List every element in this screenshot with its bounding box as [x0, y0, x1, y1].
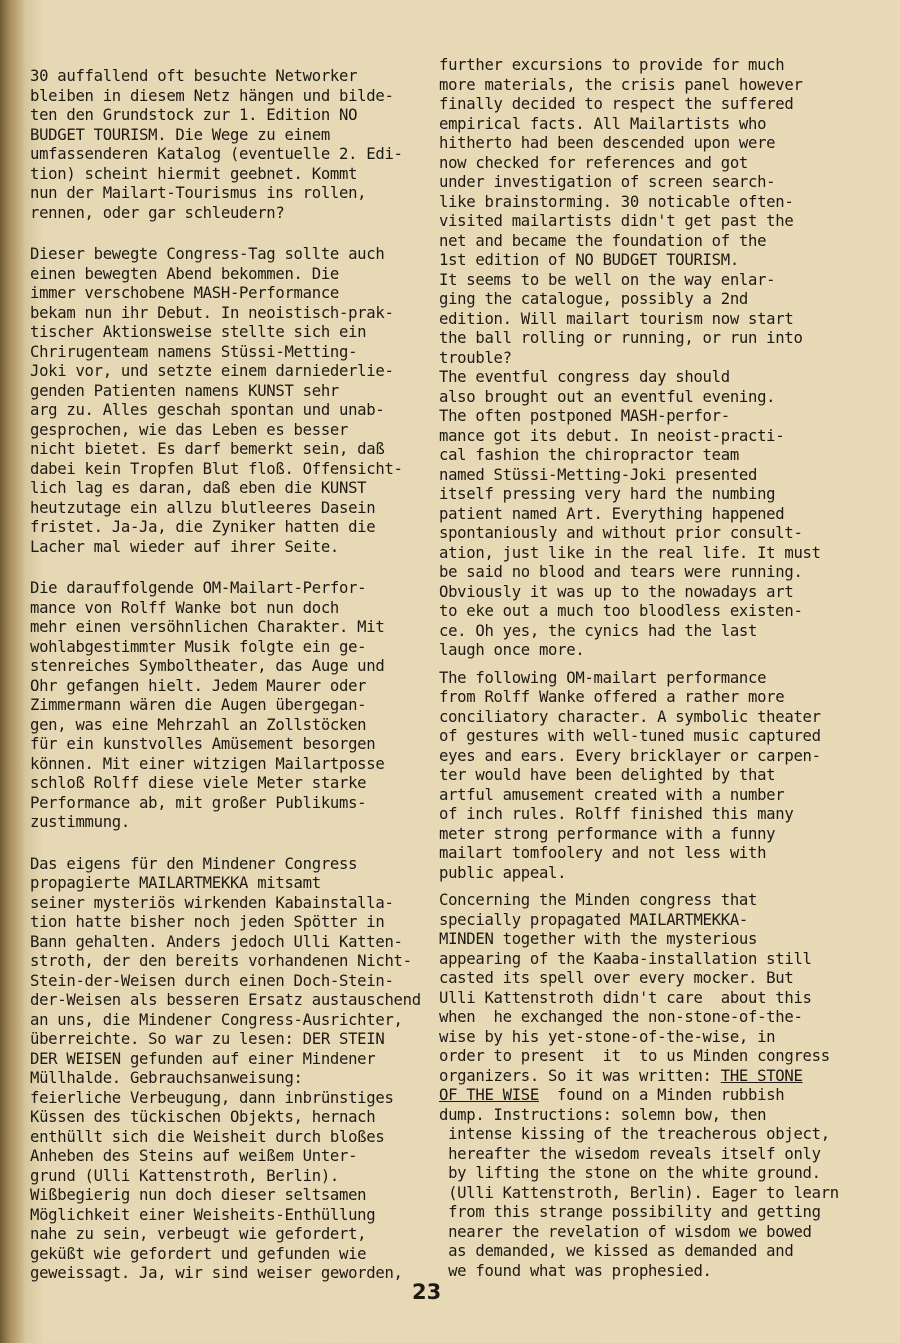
text-line: bleiben in diesem Netz hängen und bilde-: [30, 86, 394, 105]
text-line: ter would have been delighted by that: [439, 766, 776, 784]
text-line: stroth, der den bereits vorhandenen Nicht-: [30, 952, 412, 970]
text-line: finally decided to respect the suffered: [439, 95, 794, 113]
paragraph-excursions: [439, 56, 829, 661]
stone-line-2: [439, 1086, 829, 1106]
text-line: MINDEN together with the mysterious: [439, 930, 758, 948]
text-line: visited mailartists didn't get past the: [439, 212, 794, 230]
text-line: under investigation of screen search-: [439, 173, 776, 191]
left-column-german: [30, 67, 421, 1284]
text-line: Die darauffolgende OM-Mailart-Perfor-: [30, 579, 367, 597]
text-line: stenreiches Symboltheater, das Auge und: [30, 657, 385, 675]
text-line: now checked for references and got: [439, 153, 749, 172]
text-line: Concerning the Minden congress that: [439, 891, 758, 909]
text-line: gesprochen, wie das Leben es besser: [30, 420, 349, 439]
text-line: intense kissing of the treacherous object,: [439, 1125, 830, 1143]
text-line: (Ulli Kattenstroth, Berlin). Eager to learn: [439, 1183, 839, 1202]
stone-title-part-1: THE STONE: [720, 1066, 803, 1085]
text-line: conciliatory character. A symbolic theater: [439, 707, 821, 726]
text-line: Zimmermann wären die Augen übergegan-: [30, 696, 367, 714]
right-column-english: [439, 56, 839, 1281]
text-line: der-Weisen als besseren Ersatz austauschend: [30, 991, 421, 1009]
text-line: meter strong performance with a funny: [439, 824, 776, 843]
stone-title-part-2: OF THE WISE: [439, 1086, 539, 1104]
text-line: of gestures with well-tuned music captured: [439, 727, 821, 745]
text-line: appearing of the Kaaba-installation still: [439, 949, 812, 968]
text-line: nun der Mailart-Tourismus ins rollen,: [30, 184, 367, 202]
text-line: ce. Oh yes, the cynics had the last: [439, 621, 758, 640]
text-line: as demanded, we kissed as demanded and: [439, 1242, 794, 1260]
text-line: named Stüssi-Metting-Joki presented: [439, 465, 758, 484]
text-line: tischer Aktionsweise stellte sich ein: [30, 323, 367, 341]
text-line: überreichte. So war zu lesen: DER STEIN: [30, 1030, 385, 1048]
text-line: Bann gehalten. Anders jedoch Ulli Katten-: [30, 932, 403, 951]
text-line: nearer the revelation of wisdom we bowed: [439, 1222, 812, 1241]
text-line: ging the catalogue, possibly a 2nd: [439, 290, 749, 308]
text-line: tion) scheint hiermit geebnet. Kommt: [30, 164, 358, 183]
text-line: to eke out a much too bloodless existen-: [439, 602, 803, 620]
text-line: mance got its debut. In neoist-practi-: [439, 426, 785, 445]
text-line: mailart tomfoolery and not less with: [439, 844, 767, 862]
text-line: of inch rules. Rolff finished this many: [439, 805, 794, 823]
text-line: edition. Will mailart tourism now start: [439, 309, 794, 328]
text-line: hereafter the wisedom reveals itself only: [439, 1144, 821, 1163]
text-line: Anheben des Steins auf weißem Unter-: [30, 1147, 358, 1165]
text-line: schloß Rolff diese viele Meter starke: [30, 774, 367, 792]
text-line: like brainstorming. 30 noticable often-: [439, 192, 794, 211]
text-line: laugh once more.: [439, 641, 585, 659]
text-line: zustimmung.: [30, 813, 130, 831]
text-line: also brought out an eventful evening.: [439, 387, 776, 406]
text-line: geweissagt. Ja, wir sind weiser geworden,: [30, 1264, 403, 1282]
text-line: enthüllt sich die Weisheit durch bloßes: [30, 1127, 385, 1146]
text-line: einen bewegten Abend bekommen. Die: [30, 264, 340, 283]
text-line: eyes and ears. Every bricklayer or carpen-: [439, 746, 821, 765]
text-line: from Rolff Wanke offered a rather more: [439, 688, 785, 706]
text-line: arg zu. Alles geschah spontan und unab-: [30, 401, 385, 419]
text-line: Joki vor, und setzte einem darniederlie-: [30, 362, 394, 380]
text-line: fristet. Ja-Ja, die Zyniker hatten die: [30, 518, 376, 536]
text-line: rennen, oder gar schleudern?: [30, 203, 285, 222]
text-line: Ohr gefangen hielt. Jedem Maurer oder: [30, 676, 367, 695]
text-line: Müllhalde. Gebrauchsanweisung:: [30, 1069, 303, 1087]
text-line: lich lag es daran, daß eben die KUNST: [30, 479, 367, 497]
paragraph-congress-evening: [30, 245, 410, 557]
text-line: für ein kunstvolles Amüsement besorgen: [30, 735, 376, 753]
text-line: public appeal.: [439, 863, 567, 882]
text-line: genden Patienten namens KUNST sehr: [30, 381, 340, 400]
text-line: Stein-der-Weisen durch einen Doch-Stein-: [30, 971, 394, 990]
text-line: seiner mysteriös wirkenden Kabainstalla-: [30, 893, 394, 912]
text-line: patient named Art. Everything happened: [439, 504, 785, 523]
text-line: when he exchanged the non-stone-of-the-: [439, 1008, 803, 1026]
text-line: The often postponed MASH-perfor-: [439, 407, 730, 425]
text-line: Lacher mal wieder auf ihrer Seite.: [30, 537, 340, 556]
text-line: Möglichkeit einer Weisheits-Enthüllung: [30, 1205, 376, 1224]
text-line: Ulli Kattenstroth didn't care about this: [439, 988, 812, 1007]
text-line: propagierte MAILARTMEKKA mitsamt: [30, 874, 321, 892]
text-line: ation, just like in the real life. It must: [439, 543, 821, 562]
text-line: BUDGET TOURISM. Die Wege zu einem: [30, 125, 330, 144]
paragraph-networker: [30, 67, 410, 223]
text-line: können. Mit einer witzigen Mailartposse: [30, 754, 385, 773]
text-line: ten den Grundstock zur 1. Edition NO: [30, 106, 358, 124]
text-line: hitherto had been descended upon were: [439, 134, 776, 152]
text-line: Chrirugenteam namens Stüssi-Metting-: [30, 342, 358, 361]
text-line: gen, was eine Mehrzahl an Zollstöcken: [30, 715, 367, 734]
text-line: nicht bietet. Es darf bemerkt sein, daß: [30, 440, 385, 458]
text-line: specially propagated MAILARTMEKKA-: [439, 910, 749, 929]
paragraph-following-performance: [439, 669, 829, 884]
text-line: 1st edition of NO BUDGET TOURISM.: [439, 251, 739, 269]
text-line: Obviously it was up to the nowadays art: [439, 582, 794, 601]
text-line: cal fashion the chiropractor team: [439, 446, 739, 464]
text-line: heutzutage ein allzu blutleeres Dasein: [30, 498, 376, 517]
text-line: mance von Rolff Wanke bot nun doch: [30, 598, 340, 617]
text-line: 30 auffallend oft besuchte Networker: [30, 67, 358, 85]
text-line: nahe zu sein, verbeugt wie gefordert,: [30, 1225, 367, 1243]
paragraph-om-performance: [30, 579, 410, 833]
text-line: bekam nun ihr Debut. In neoistisch-prak-: [30, 303, 394, 322]
text-line: Wißbegierig nun doch dieser seltsamen: [30, 1186, 367, 1204]
text-line: Das eigens für den Mindener Congress: [30, 854, 358, 873]
text-line: wohlabgestimmter Musik folgte ein ge-: [30, 637, 367, 656]
text-line: casted its spell over every mocker. But: [439, 969, 794, 987]
paragraph-mailartmekka: [30, 854, 421, 1284]
text-line: Dieser bewegte Congress-Tag sollte auch: [30, 245, 385, 263]
text-line: further excursions to provide for much: [439, 56, 785, 74]
text-line: we found what was prophesied.: [439, 1261, 712, 1280]
text-line: an uns, die Mindener Congress-Ausrichter,: [30, 1010, 403, 1029]
text-line: by lifting the stone on the white ground.: [439, 1164, 821, 1182]
page-number: 23: [412, 1280, 442, 1304]
text-line: more materials, the crisis panel however: [439, 75, 803, 94]
text-line: geküßt wie gefordert und gefunden wie: [30, 1244, 367, 1263]
text-line: dump. Instructions: solemn bow, then: [439, 1105, 767, 1124]
stone-line-1: organizers. So it was written: THE STONE: [439, 1066, 803, 1085]
text-line: It seems to be well on the way enlar-: [439, 270, 776, 289]
text-line: be said no blood and tears were running.: [439, 563, 803, 581]
text-line: grund (Ulli Kattenstroth, Berlin).: [30, 1166, 340, 1185]
text-line: the ball rolling or running, or run into: [439, 329, 803, 347]
text-line: artful amusement created with a number: [439, 785, 785, 804]
text-line: immer verschobene MASH-Performance: [30, 284, 340, 302]
text-line: spontaniously and without prior consult-: [439, 524, 803, 542]
text-line: mehr einen versöhnlichen Charakter. Mit: [30, 618, 385, 636]
text-line: dabei kein Tropfen Blut floß. Offensicht-: [30, 459, 403, 478]
stone-after-text: found on a Minden rubbish: [538, 1086, 785, 1104]
text-line: empirical facts. All Mailartists who: [439, 114, 767, 133]
text-line: DER WEISEN gefunden auf einer Mindener: [30, 1049, 376, 1068]
text-line: tion hatte bisher noch jeden Spötter in: [30, 913, 385, 931]
text-line: trouble?: [439, 348, 512, 367]
text-line: The eventful congress day should: [439, 368, 730, 386]
text-line: feierliche Verbeugung, dann inbrünstiges: [30, 1088, 394, 1107]
text-line: order to present it to us Minden congress: [439, 1047, 830, 1065]
text-line: from this strange possibility and getting: [439, 1203, 821, 1221]
text-line: net and became the foundation of the: [439, 231, 767, 250]
text-line: Küssen des tückischen Objekts, hernach: [30, 1108, 376, 1126]
text-line: umfassenderen Katalog (eventuelle 2. Edi-: [30, 145, 403, 163]
text-line: Performance ab, mit großer Publikums-: [30, 793, 367, 812]
text-line: The following OM-mailart performance: [439, 668, 767, 687]
paragraph-minden-congress: [439, 891, 839, 1281]
text-line: itself pressing very hard the numbing: [439, 485, 776, 503]
text-line: wise by his yet-stone-of-the-wise, in: [439, 1027, 776, 1046]
